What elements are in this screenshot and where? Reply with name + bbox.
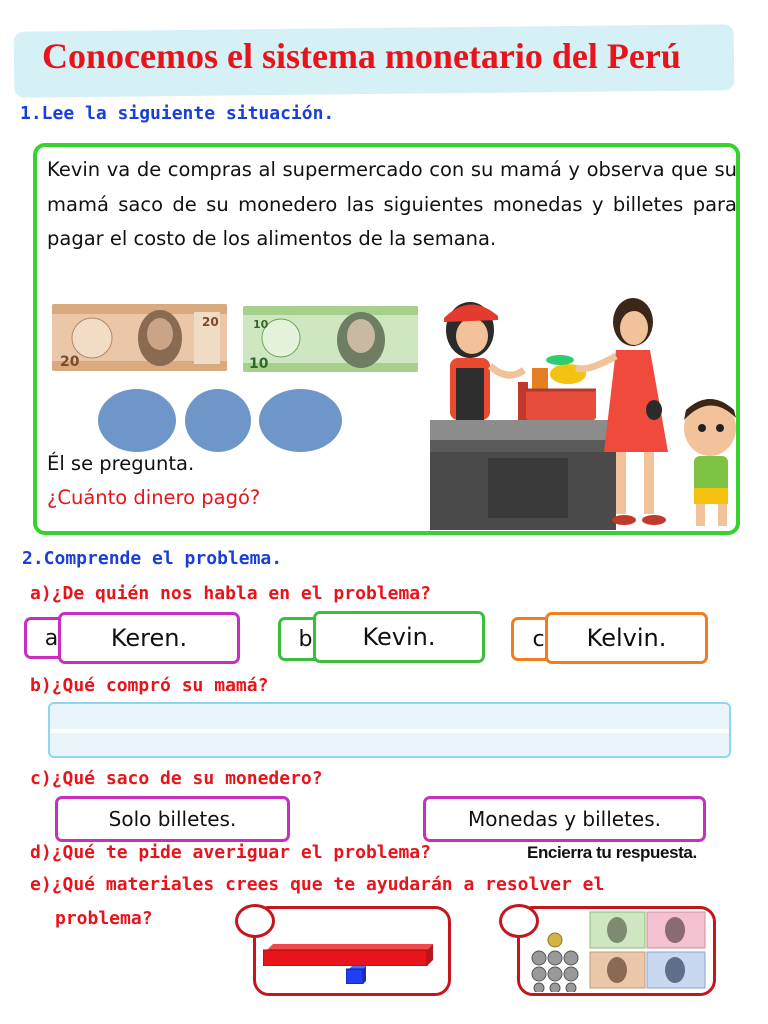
banknote-10-value: 10 bbox=[249, 356, 269, 372]
answer-field-b[interactable] bbox=[48, 702, 731, 758]
option-kelvin[interactable] bbox=[545, 612, 708, 664]
base-ten-rod-icon bbox=[263, 944, 433, 966]
question-d: d)¿Qué te pide averiguar el problema? bbox=[30, 842, 431, 863]
story-paragraph: Kevin va de compras al supermercado con su mamá y observa que su mamá saco de su monedero las siguientes monedas y billetes para pagar el costo de los alimentos de la semana. bbox=[47, 158, 737, 250]
svg-text:10: 10 bbox=[253, 318, 269, 331]
option-kevin-label: Kevin. bbox=[362, 623, 436, 651]
option-kevin[interactable] bbox=[313, 611, 485, 663]
option-monedas-billetes[interactable] bbox=[423, 796, 706, 842]
section-2-heading: 2.Comprende el problema. bbox=[22, 548, 283, 569]
option-keren-label: Keren. bbox=[110, 624, 188, 652]
option-kelvin-label: Kelvin. bbox=[586, 624, 667, 652]
option-monedas-billetes-label: Monedas y billetes. bbox=[468, 807, 661, 831]
coin-oval bbox=[185, 389, 251, 452]
coin-oval bbox=[98, 389, 176, 452]
option-solo-billetes[interactable] bbox=[55, 796, 290, 842]
banknote-10 bbox=[243, 306, 418, 372]
page-title: Conocemos el sistema monetario del Perú bbox=[42, 36, 681, 76]
svg-text:20: 20 bbox=[202, 315, 219, 329]
question-e-line2: problema? bbox=[55, 908, 153, 929]
question-b: b)¿Qué compró su mamá? bbox=[30, 675, 269, 696]
supermarket-illustration bbox=[428, 292, 748, 537]
money-collage-icon bbox=[525, 910, 710, 992]
option-letter-c[interactable]: c bbox=[511, 617, 566, 661]
material-select-circle-1[interactable] bbox=[235, 904, 275, 938]
story-question: ¿Cuánto dinero pagó? bbox=[47, 486, 261, 509]
instruction-note: Encierra tu respuesta. bbox=[527, 843, 697, 862]
base-ten-unit-icon bbox=[346, 966, 366, 984]
banknote-20 bbox=[52, 304, 227, 371]
option-letter-a[interactable]: a bbox=[24, 617, 79, 659]
section-1-heading: 1.Lee la siguiente situación. bbox=[20, 103, 335, 124]
option-letter-b[interactable]: b bbox=[278, 617, 333, 661]
option-solo-billetes-label: Solo billetes. bbox=[108, 807, 237, 831]
question-c: c)¿Qué saco de su monedero? bbox=[30, 768, 323, 789]
banknote-20-value: 20 bbox=[60, 354, 80, 370]
option-keren[interactable] bbox=[58, 612, 240, 664]
story-question-intro: Él se pregunta. bbox=[47, 452, 195, 475]
question-e-line1: e)¿Qué materiales crees que te ayudarán a resolver el bbox=[30, 874, 605, 895]
question-a: a)¿De quién nos habla en el problema? bbox=[30, 583, 431, 604]
coin-oval bbox=[259, 389, 342, 452]
